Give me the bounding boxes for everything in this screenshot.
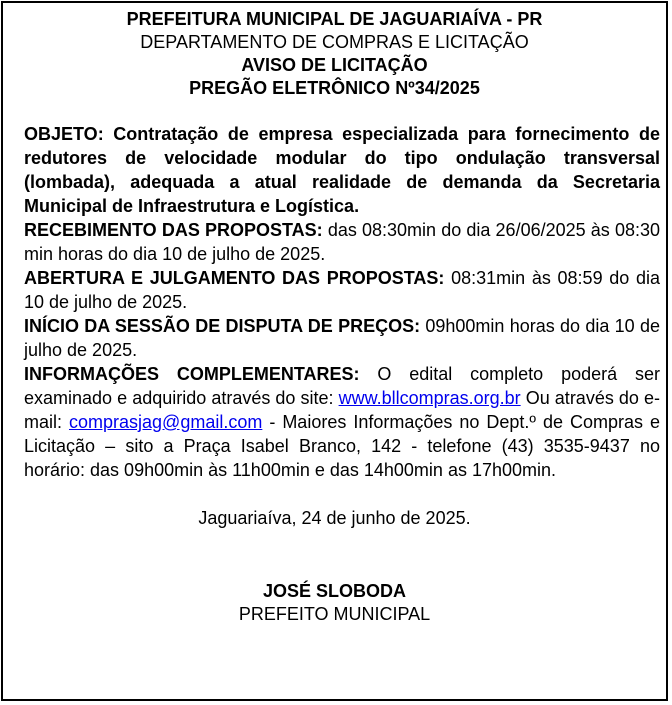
header-notice-title: AVISO DE LICITAÇÃO	[241, 55, 428, 75]
header-municipality: PREFEITURA MUNICIPAL DE JAGUARIAÍVA - PR	[126, 9, 543, 29]
notice-header	[3, 8, 666, 100]
inicio-text: 09h00min horas do dia 10 de julho de 2025.	[24, 316, 660, 360]
informacoes-label: INFORMAÇÕES COMPLEMENTARES:	[24, 364, 360, 384]
recebimento-label: RECEBIMENTO DAS PROPOSTAS:	[24, 220, 323, 240]
inicio-paragraph	[24, 314, 660, 362]
abertura-paragraph	[24, 266, 660, 314]
header-department: DEPARTAMENTO DE COMPRAS E LICITAÇÃO	[140, 32, 529, 52]
notice-date: Jaguariaíva, 24 de junho de 2025.	[198, 508, 471, 528]
abertura-label: ABERTURA E JULGAMENTO DAS PROPOSTAS:	[24, 268, 445, 288]
email-link[interactable]: comprasjag@gmail.com	[69, 412, 263, 432]
informacoes-text-1: O edital completo poderá ser examinado e adquirido através do site:	[24, 364, 660, 408]
informacoes-text-3: - Maiores Informações no Dept.º de Compras e Licitação – sito a Praça Isabel Branco, 142 - telefone (43) 3535-9437 no horário: das 09h00min às 11h00min e das 14h00min as 17h00min.	[24, 412, 660, 480]
signature-block	[3, 580, 666, 626]
informacoes-text-2: Ou através do e-mail:	[24, 388, 660, 432]
signature-title: PREFEITO MUNICIPAL	[238, 604, 431, 624]
inicio-label: INÍCIO DA SESSÃO DE DISPUTA DE PREÇOS:	[24, 316, 421, 336]
objeto-paragraph	[24, 122, 660, 218]
signature-name: JOSÉ SLOBODA	[262, 581, 407, 601]
objeto-label: OBJETO:	[24, 124, 104, 144]
informacoes-paragraph	[24, 362, 660, 482]
header-pregao-number: PREGÃO ELETRÔNICO Nº34/2025	[189, 78, 480, 98]
notice-body	[3, 122, 666, 482]
objeto-text: Contratação de empresa especializada para fornecimento de redutores de velocidade modular do tipo ondulação transversal (lombada), adequada a atual realidade de demanda da Secretaria Municipal de Infraestrutura e Logística.	[24, 124, 660, 216]
site-link[interactable]: www.bllcompras.org.br	[338, 388, 521, 408]
abertura-text: 08:31min às 08:59 do dia 10 de julho de 2025.	[24, 268, 660, 312]
recebimento-paragraph	[24, 218, 660, 266]
recebimento-text: das 08:30min do dia 26/06/2025 às 08:30 min horas do dia 10 de julho de 2025.	[24, 220, 660, 264]
licitacao-notice	[1, 1, 668, 701]
